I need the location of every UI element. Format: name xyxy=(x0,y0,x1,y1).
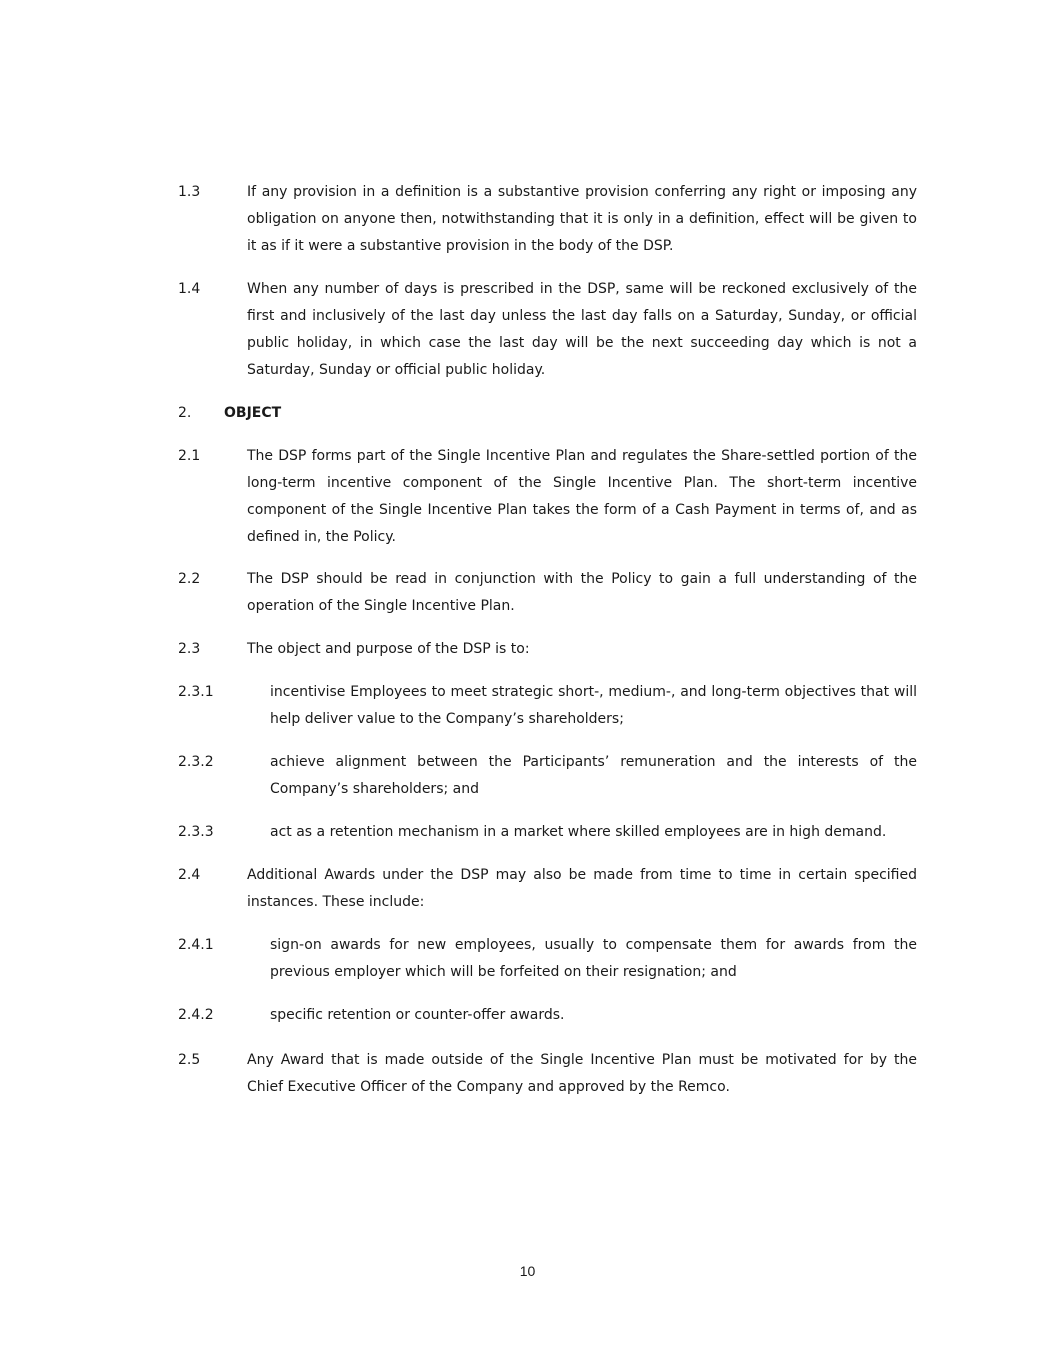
clause-text: The DSP forms part of the Single Incentive Plan and regulates the Share-settled portion of the long-term incentive component of the Single Incentive Plan. The short-term incentive component of the Single Incentive Plan takes the form of a Cash Payment in terms of, and as defined in, the Policy. xyxy=(247,448,917,545)
clause-2-1 xyxy=(178,443,917,551)
clause-number: 2.3.3 xyxy=(178,824,214,840)
clause-text: achieve alignment between the Participants’ remuneration and the interests of the Company’s shareholders; and xyxy=(270,754,917,797)
clause-2-3 xyxy=(178,636,917,663)
clause-number: 2.4.2 xyxy=(178,1007,214,1023)
clause-number: 2.2 xyxy=(178,571,201,587)
clause-text: specific retention or counter-offer awards. xyxy=(270,1007,565,1023)
clause-number: 2.5 xyxy=(178,1052,201,1068)
clause-text: The object and purpose of the DSP is to: xyxy=(247,641,530,657)
clause-2-5 xyxy=(178,1047,917,1101)
clause-text: When any number of days is prescribed in the DSP, same will be reckoned exclusively of the first and inclusively of the last day unless the last day falls on a Saturday, Sunday, or official public holiday, in which case the last day will be the next succeeding day which is not a Saturday, Sunday or official public holiday. xyxy=(247,281,917,378)
clause-1-3 xyxy=(178,179,917,260)
clause-2-4-2 xyxy=(178,1002,917,1029)
clause-number: 2.3.2 xyxy=(178,754,214,770)
section-title: OBJECT xyxy=(224,405,282,421)
clause-text: Any Award that is made outside of the Single Incentive Plan must be motivated for by the Chief Executive Officer of the Company and approved by the Remco. xyxy=(247,1052,917,1095)
clause-number: 2.4.1 xyxy=(178,937,214,953)
clause-text: sign-on awards for new employees, usually to compensate them for awards from the previous employer which will be forfeited on their resignation; and xyxy=(270,937,917,980)
clause-1-4 xyxy=(178,276,917,384)
clause-number: 2.4 xyxy=(178,867,201,883)
clause-text: Additional Awards under the DSP may also be made from time to time in certain specified instances. These include: xyxy=(247,867,917,910)
clause-number: 2.3 xyxy=(178,641,201,657)
section-2-heading xyxy=(178,400,917,427)
clause-number: 1.3 xyxy=(178,184,201,200)
clause-text: If any provision in a definition is a substantive provision conferring any right or imposing any obligation on anyone then, notwithstanding that it is only in a definition, effect will be given to it as if it were a substantive provision in the body of the DSP. xyxy=(247,184,917,254)
page-number: 10 xyxy=(519,1263,536,1279)
clause-text: incentivise Employees to meet strategic short-, medium-, and long-term objectives that will help deliver value to the Company’s shareholders; xyxy=(270,684,917,727)
clause-2-4 xyxy=(178,862,917,916)
clause-2-3-1 xyxy=(178,679,917,733)
clause-text: act as a retention mechanism in a market where skilled employees are in high demand. xyxy=(270,824,887,840)
section-number: 2. xyxy=(178,405,192,421)
clause-number: 2.3.1 xyxy=(178,684,214,700)
clause-number: 1.4 xyxy=(178,281,201,297)
clause-2-3-2 xyxy=(178,749,917,803)
clause-2-3-3 xyxy=(178,819,917,846)
clause-number: 2.1 xyxy=(178,448,201,464)
clause-2-2 xyxy=(178,566,917,620)
clause-text: The DSP should be read in conjunction with the Policy to gain a full understanding of the operation of the Single Incentive Plan. xyxy=(247,571,917,614)
clause-2-4-1 xyxy=(178,932,917,986)
